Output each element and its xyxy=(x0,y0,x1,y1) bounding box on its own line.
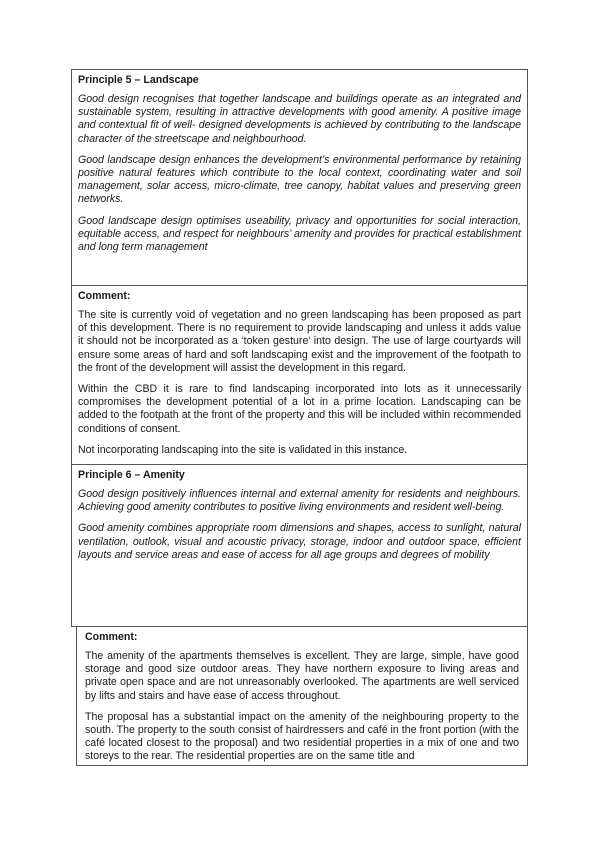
principle-5-paragraph: Good design recognises that together landscape and buildings operate as an integrated and sustainable system, resulting in attractive developments with good amenity. A positive image and contextual fit of well- designed developments is achieved by contributing to the landscape character of the streetscape and neighbourhood. xyxy=(78,93,521,145)
principle-6-heading: Principle 6 – Amenity xyxy=(78,469,185,481)
section-divider xyxy=(72,464,527,465)
principle-6-section xyxy=(78,469,521,570)
comment-5-paragraph: Within the CBD it is rare to find landscaping incorporated into lots as it unnecessarily compromises the development potential of a lot in a prime location. Landscaping can be added to the footpath at the front of the property and this will be included within recommended conditions of consent. xyxy=(78,383,521,435)
comment-5-paragraph: The site is currently void of vegetation and no green landscaping has been proposed as part of this development. There is no requirement to provide landscaping and unless it adds value it should not be incorporated as a ‘token gesture’ into design. The use of large courtyards will ensure some areas of hard and soft landscaping exist and the improvement of the footpath to the front of the development will assist the development in this regard. xyxy=(78,309,521,374)
principle-5-section xyxy=(71,69,528,286)
comment-5-section xyxy=(71,285,528,627)
principle-5-heading: Principle 5 – Landscape xyxy=(78,74,199,86)
principle-5-paragraph: Good landscape design optimises useability, privacy and opportunities for social interaction, equitable access, and respect for neighbours’ amenity and provides for practical establishment and long term management xyxy=(78,214,521,254)
comment-6-heading: Comment: xyxy=(85,631,138,643)
principle-5-paragraph: Good landscape design enhances the development’s environmental performance by retaining positive natural features which contribute to the local context, coordinating water and soil management, solar access, micro-climate, tree canopy, habitat values and preserving green networks. xyxy=(78,153,521,206)
principle-6-paragraph: Good amenity combines appropriate room dimensions and shapes, access to sunlight, natural ventilation, outlook, visual and acoustic privacy, storage, indoor and outdoor space, efficient layouts and service areas and ease of access for all age groups and degrees of mobility xyxy=(78,522,521,561)
principle-6-paragraph: Good design positively influences internal and external amenity for residents and neighbours. Achieving good amenity contributes to positive living environments and resident well-being. xyxy=(78,488,521,514)
comment-5-paragraph: Not incorporating landscaping into the site is validated in this instance. xyxy=(78,443,408,456)
comment-6-section xyxy=(76,626,528,766)
comment-6-paragraph: The amenity of the apartments themselves is excellent. They are large, simple, have good storage and good size outdoor areas. They have northern exposure to living areas and private open space and are not unreasonably overlooked. The apartments are well serviced by lifts and stairs and have ease of access throughout. xyxy=(85,650,519,702)
comment-6-paragraph: The proposal has a substantial impact on the amenity of the neighbouring property to the south. The property to the south consist of hairdressers and café in the front portion (with the café located closest to the proposal) and two residential properties in a mix of one and two storeys to the rear. The residential properties are on the same title and xyxy=(85,710,519,763)
comment-5-heading: Comment: xyxy=(78,290,131,302)
